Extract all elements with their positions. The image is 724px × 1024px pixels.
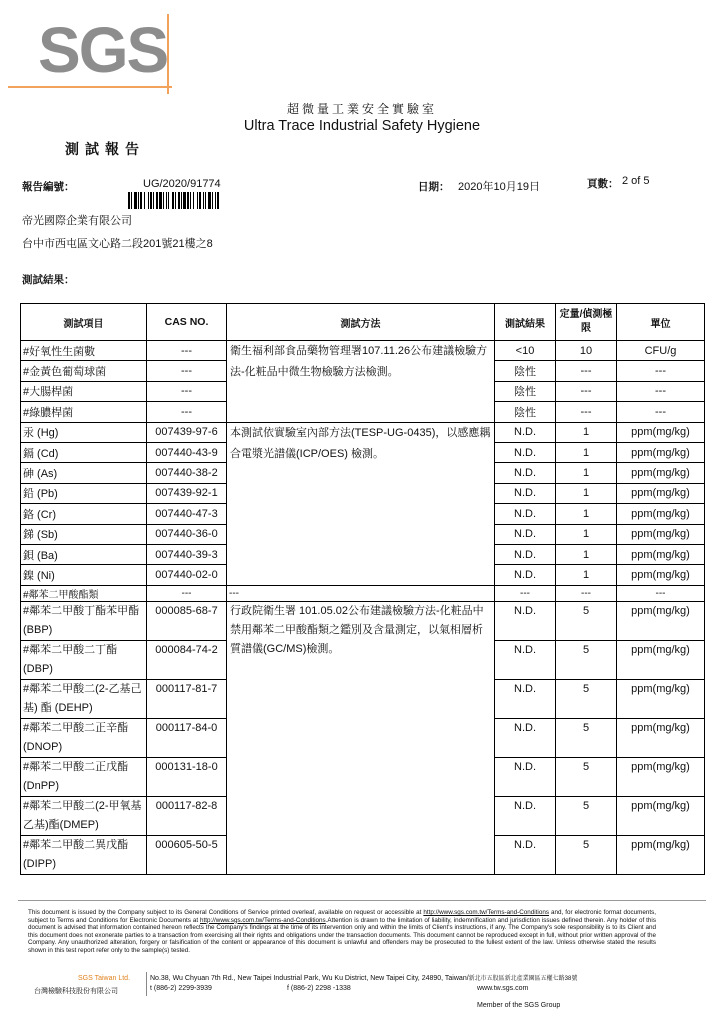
result-cell: 陰性: [495, 381, 556, 401]
cas-cell: 000117-82-8: [147, 796, 227, 835]
cas-cell: 000117-84-0: [147, 718, 227, 757]
lab-name-en: Ultra Trace Industrial Safety Hygiene: [243, 118, 481, 134]
unit-cell: ppm(mg/kg): [617, 796, 705, 835]
item-cell: 鉛 (Pb): [21, 483, 147, 503]
table-row: [21, 422, 705, 442]
result-cell: N.D.: [495, 524, 556, 544]
table-row: [21, 601, 705, 640]
item-cell: 鎘 (Cd): [21, 442, 147, 462]
logo-rule-horizontal: [8, 86, 172, 88]
cas-cell: 007440-47-3: [147, 504, 227, 524]
limit-cell: 5: [556, 640, 617, 679]
result-cell: N.D.: [495, 601, 556, 640]
unit-cell: ppm(mg/kg): [617, 640, 705, 679]
item-cell: #金黃色葡萄球菌: [21, 361, 147, 381]
result-cell: N.D.: [495, 565, 556, 585]
unit-cell: ppm(mg/kg): [617, 718, 705, 757]
item-cell: #鄰苯二甲酸二(2-甲氧基乙基)酯(DMEP): [21, 796, 147, 835]
header-limit: 定量/偵測極限: [556, 304, 617, 341]
fax: f (886-2) 2298 -1338: [287, 985, 351, 992]
result-cell: N.D.: [495, 640, 556, 679]
cas-cell: 000131-18-0: [147, 757, 227, 796]
logo-rule-vertical: [167, 14, 169, 94]
unit-cell: ppm(mg/kg): [617, 442, 705, 462]
result-cell: 陰性: [495, 402, 556, 422]
sgs-logo: SGS: [38, 14, 168, 86]
limit-cell: 1: [556, 422, 617, 442]
report-number: UG/2020/91774: [143, 178, 221, 190]
limit-cell: 1: [556, 544, 617, 564]
client-name: 帝光國際企業有限公司: [22, 215, 132, 227]
footer-divider: [18, 900, 706, 901]
result-cell: N.D.: [495, 422, 556, 442]
barcode-bar: [219, 192, 220, 209]
member-text: Member of the SGS Group: [477, 1002, 561, 1009]
page-label: 頁數：: [587, 178, 619, 190]
address-cn: 新北市五股區新北產業園區五權七路38號: [468, 976, 578, 982]
page-number: 2 of 5: [622, 175, 650, 187]
limit-cell: 1: [556, 565, 617, 585]
report-number-label: 報告編號：: [22, 181, 75, 193]
unit-cell: ppm(mg/kg): [617, 679, 705, 718]
unit-cell: ppm(mg/kg): [617, 835, 705, 874]
unit-cell: ---: [617, 402, 705, 422]
item-cell: 汞 (Hg): [21, 422, 147, 442]
cas-cell: 007439-92-1: [147, 483, 227, 503]
limit-cell: ---: [556, 381, 617, 401]
method-phthalate-group: ---: [227, 585, 495, 601]
header-cas: CAS NO.: [147, 304, 227, 341]
limit-cell: 1: [556, 483, 617, 503]
limit-cell: ---: [556, 402, 617, 422]
unit-cell: ppm(mg/kg): [617, 483, 705, 503]
cas-cell: 000117-81-7: [147, 679, 227, 718]
date-label: 日期：: [418, 181, 450, 193]
limit-cell: 5: [556, 601, 617, 640]
disclaimer-text-1: This document is issued by the Company subject to its General Conditions of Service printed overleaf, available on request or accessible at: [28, 909, 424, 916]
header-unit: 單位: [617, 304, 705, 341]
item-cell: #鄰苯二甲酸酯類: [21, 585, 147, 601]
result-cell: N.D.: [495, 483, 556, 503]
address-en: No.38, Wu Chyuan 7th Rd., New Taipei Industrial Park, Wu Ku District, New Taipei City, 24890, Taiwan/: [150, 975, 469, 982]
cas-cell: 000085-68-7: [147, 601, 227, 640]
unit-cell: CFU/g: [617, 341, 705, 361]
item-cell: #大腸桿菌: [21, 381, 147, 401]
limit-cell: 1: [556, 504, 617, 524]
item-cell: 鎳 (Ni): [21, 565, 147, 585]
item-cell: #鄰苯二甲酸二(2-乙基己基) 酯 (DEHP): [21, 679, 147, 718]
result-cell: N.D.: [495, 463, 556, 483]
unit-cell: ppm(mg/kg): [617, 601, 705, 640]
terms-link-1[interactable]: http://www.sgs.com.tw/Terms-and-Conditions: [423, 909, 549, 916]
cas-cell: 007440-36-0: [147, 524, 227, 544]
item-cell: #綠膿桿菌: [21, 402, 147, 422]
item-cell: 銻 (Sb): [21, 524, 147, 544]
company-address: [150, 973, 577, 982]
website-link[interactable]: www.tw.sgs.com: [477, 985, 529, 992]
method-phthalate: 行政院衛生署 101.05.02公布建議檢驗方法-化粧品中禁用鄰苯二甲酸酯類之鑑別及含量測定，以氣相層析質譜儀(GC/MS)檢測。: [227, 601, 495, 874]
disclaimer-text-3: .Attention is drawn to the limitation of liability, indemnification and jurisdiction issues defined therein. Any holder of this document is advised that information contained hereon reflects the Company's findings at the time of its intervention only and within the limits of Client's instructions, if any. The Company's sole responsibility is to its Client and this document does not exonerate parties to a transaction from exercising all their rights and obligations under the transaction documents. This document cannot be reproduced except in full, without prior written approval of the Company. Any unauthorized alteration, forgery or falsification of the content or appearance of this document is unlawful and offenders may be prosecuted to the fullest extent of the law. Unless otherwise stated the results shown in this test report refer only to the sample(s) tested.: [28, 916, 656, 954]
unit-cell: ppm(mg/kg): [617, 463, 705, 483]
item-cell: 砷 (As): [21, 463, 147, 483]
item-cell: 鉻 (Cr): [21, 504, 147, 524]
result-cell: N.D.: [495, 504, 556, 524]
limit-cell: 5: [556, 757, 617, 796]
cas-cell: 007440-38-2: [147, 463, 227, 483]
result-cell: N.D.: [495, 796, 556, 835]
company-name-en: SGS Taiwan Ltd.: [78, 975, 131, 982]
cas-cell: ---: [147, 361, 227, 381]
result-cell: N.D.: [495, 835, 556, 874]
phone: t (886-2) 2299-3939: [150, 985, 212, 992]
header-result: 測試結果: [495, 304, 556, 341]
item-cell: #鄰苯二甲酸二異戊酯(DIPP): [21, 835, 147, 874]
unit-cell: ---: [617, 361, 705, 381]
result-cell: N.D.: [495, 718, 556, 757]
cas-cell: 007439-97-6: [147, 422, 227, 442]
item-cell: #好氧性生菌數: [21, 341, 147, 361]
disclaimer-text-2: and, for electronic format documents, subject to Terms and Conditions for Electronic Documents at: [28, 909, 656, 924]
unit-cell: ---: [617, 381, 705, 401]
terms-link-2[interactable]: http://www.sgs.com.tw/Terms-and-Conditions: [200, 916, 326, 924]
limit-cell: 1: [556, 463, 617, 483]
limit-cell: 1: [556, 524, 617, 544]
limit-cell: ---: [556, 361, 617, 381]
header-item: 測試項目: [21, 304, 147, 341]
cas-cell: ---: [147, 341, 227, 361]
limit-cell: 5: [556, 718, 617, 757]
unit-cell: ---: [617, 585, 705, 601]
cas-cell: 007440-02-0: [147, 565, 227, 585]
client-address: 台中市西屯區文心路二段201號21樓之8: [22, 238, 213, 250]
company-name-cn: 台灣檢驗科技股份有限公司: [34, 988, 118, 995]
barcode: [128, 192, 304, 209]
item-cell: #鄰苯二甲酸丁酯苯甲酯(BBP): [21, 601, 147, 640]
report-title: 測試報告: [65, 142, 145, 158]
result-cell: <10: [495, 341, 556, 361]
table-row: [21, 341, 705, 361]
result-cell: 陰性: [495, 361, 556, 381]
cas-cell: 007440-39-3: [147, 544, 227, 564]
result-cell: N.D.: [495, 544, 556, 564]
item-cell: #鄰苯二甲酸二正辛酯(DNOP): [21, 718, 147, 757]
method-metal: 本測試依實驗室內部方法(TESP-UG-0435)，以感應耦合電漿光譜儀(ICP/OES) 檢測。: [227, 422, 495, 585]
limit-cell: 1: [556, 442, 617, 462]
cas-cell: 000084-74-2: [147, 640, 227, 679]
lab-name-cn: 超微量工業安全實驗室: [286, 102, 437, 116]
report-date: 2020年10月19日: [458, 181, 540, 193]
results-table: [20, 303, 705, 875]
item-cell: #鄰苯二甲酸二正戊酯(DnPP): [21, 757, 147, 796]
cas-cell: ---: [147, 381, 227, 401]
unit-cell: ppm(mg/kg): [617, 422, 705, 442]
results-label: 測試結果：: [22, 274, 75, 286]
unit-cell: ppm(mg/kg): [617, 565, 705, 585]
item-cell: 鋇 (Ba): [21, 544, 147, 564]
cas-cell: ---: [147, 402, 227, 422]
result-cell: ---: [495, 585, 556, 601]
item-cell: #鄰苯二甲酸二丁酯(DBP): [21, 640, 147, 679]
unit-cell: ppm(mg/kg): [617, 757, 705, 796]
limit-cell: 5: [556, 796, 617, 835]
limit-cell: 10: [556, 341, 617, 361]
cas-cell: 000605-50-5: [147, 835, 227, 874]
unit-cell: ppm(mg/kg): [617, 544, 705, 564]
result-cell: N.D.: [495, 757, 556, 796]
table-row: [21, 585, 705, 601]
footer-separator: [146, 972, 147, 996]
cas-cell: 007440-43-9: [147, 442, 227, 462]
cas-cell: ---: [147, 585, 227, 601]
result-cell: N.D.: [495, 679, 556, 718]
limit-cell: 5: [556, 679, 617, 718]
header-method: 測試方法: [227, 304, 495, 341]
unit-cell: ppm(mg/kg): [617, 504, 705, 524]
method-micro: 衛生福利部食品藥物管理署107.11.26公布建議檢驗方法-化粧品中微生物檢驗方法檢測。: [227, 341, 495, 423]
unit-cell: ppm(mg/kg): [617, 524, 705, 544]
limit-cell: 5: [556, 835, 617, 874]
limit-cell: ---: [556, 585, 617, 601]
disclaimer: [28, 909, 656, 955]
result-cell: N.D.: [495, 442, 556, 462]
